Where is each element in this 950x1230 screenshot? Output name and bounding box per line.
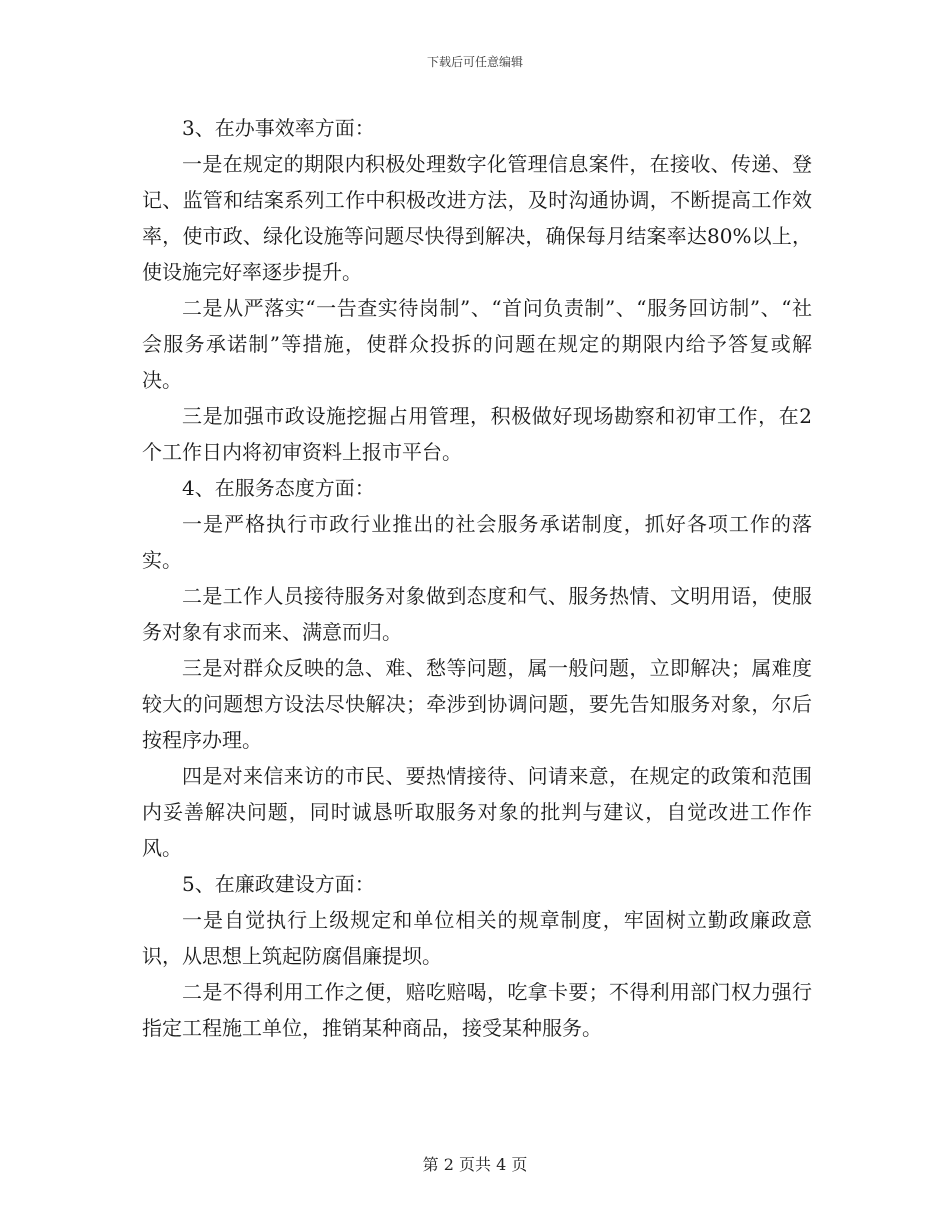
paragraph: 一是自觉执行上级规定和单位相关的规章制度，牢固树立勤政廉政意识，从思想上筑起防腐倡廉提坝。 [142, 908, 812, 968]
paragraph: 三是加强市政设施挖掘占用管理，积极做好现场勘察和初审工作，在2个工作日内将初审资料上报市平台。 [142, 404, 812, 464]
paragraph: 二是不得利用工作之便，赔吃赔喝，吃拿卡要；不得利用部门权力强行指定工程施工单位，推销某种商品，接受某种服务。 [142, 980, 812, 1040]
paragraph: 二是工作人员接待服务对象做到态度和气、服务热情、文明用语，使服务对象有求而来、满意而归。 [142, 584, 812, 644]
paragraph: 一是严格执行市政行业推出的社会服务承诺制度，抓好各项工作的落实。 [142, 512, 812, 572]
section-heading-service-attitude: 4、在服务态度方面： [182, 476, 375, 500]
paragraph: 四是对来信来访的市民、要热情接待、问请来意，在规定的政策和范围内妥善解决问题，同时诚恳听取服务对象的批判与建议，自觉改进工作作风。 [142, 764, 812, 860]
section-heading-integrity: 5、在廉政建设方面： [182, 872, 375, 896]
page-header: 下载后可任意编辑 [426, 55, 523, 69]
document-body [142, 110, 812, 1046]
paragraph: 一是在规定的期限内积极处理数字化管理信息案件，在接收、传递、登记、监管和结案系列工作中积极改进方法，及时沟通协调，不断提高工作效率，使市政、绿化设施等问题尽快得到解决，确保每月结案率达80%以上，使设施完好率逐步提升。 [142, 152, 812, 284]
paragraph: 三是对群众反映的急、难、愁等问题，属一般问题，立即解决；属难度较大的问题想方设法尽快解决；牵涉到协调问题，要先告知服务对象，尔后按程序办理。 [142, 656, 812, 752]
section-heading-efficiency: 3、在办事效率方面： [182, 116, 375, 140]
paragraph: 二是从严落实“一告查实待岗制”、“首问负责制”、“服务回访制”、“社会服务承诺制”等措施，使群众投拆的问题在规定的期限内给予答复或解决。 [142, 296, 812, 392]
page-number: 第 2 页共 4 页 [422, 1155, 528, 1174]
